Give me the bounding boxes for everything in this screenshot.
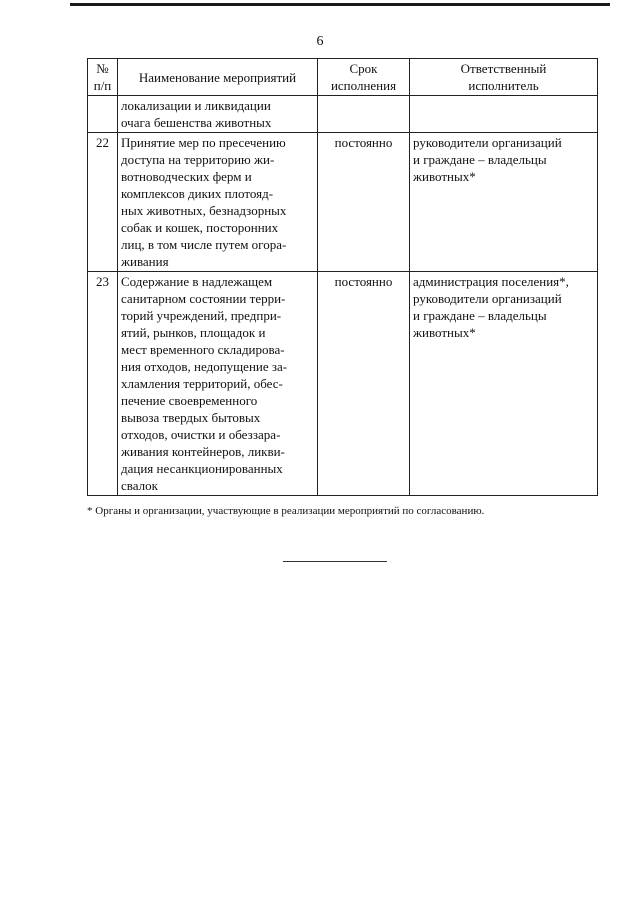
header-term: Срок исполнения: [318, 59, 410, 96]
row-responsible: администрация поселения*, руководители организаций и граждане – владельцы животных*: [410, 272, 598, 496]
row-term: постоянно: [318, 133, 410, 272]
header-name: Наименование мероприятий: [118, 59, 318, 96]
table-row: [88, 133, 598, 272]
table-header-row: [88, 59, 598, 96]
row-num: 23: [88, 272, 118, 496]
row-term: [318, 96, 410, 133]
top-rule: [70, 3, 610, 6]
row-num: [88, 96, 118, 133]
footnote: * Органы и организации, участвующие в реализации мероприятий по согласованию.: [87, 505, 485, 517]
row-name: Принятие мер по пресечению доступа на территорию жи- вотноводческих ферм и комплексов диких плотояд- ных животных, безнадзорных собак и кошек, посторонних лиц, в том числе путем огора- живания: [118, 133, 318, 272]
row-name: локализации и ликвидации очага бешенства животных: [118, 96, 318, 133]
row-responsible: [410, 96, 598, 133]
row-name: Содержание в надлежащем санитарном состоянии терри- торий учреждений, предпри- ятий, рынков, площадок и мест временного складирова- ния отходов, недопущение за- хламления территорий, обес- печение своевременного вывоза твердых бытовых отходов, очистки и обеззара- живания контейнеров, ликви- дация несанкционированных свалок: [118, 272, 318, 496]
measures-table: [87, 58, 598, 496]
row-responsible: руководители организаций и граждане – владельцы животных*: [410, 133, 598, 272]
row-num: 22: [88, 133, 118, 272]
header-responsible: Ответственный исполнитель: [410, 59, 598, 96]
row-term: постоянно: [318, 272, 410, 496]
table-row: [88, 96, 598, 133]
page-number: 6: [316, 34, 324, 49]
header-num: № п/п: [88, 59, 118, 96]
end-rule: [283, 561, 387, 562]
table-row: [88, 272, 598, 496]
